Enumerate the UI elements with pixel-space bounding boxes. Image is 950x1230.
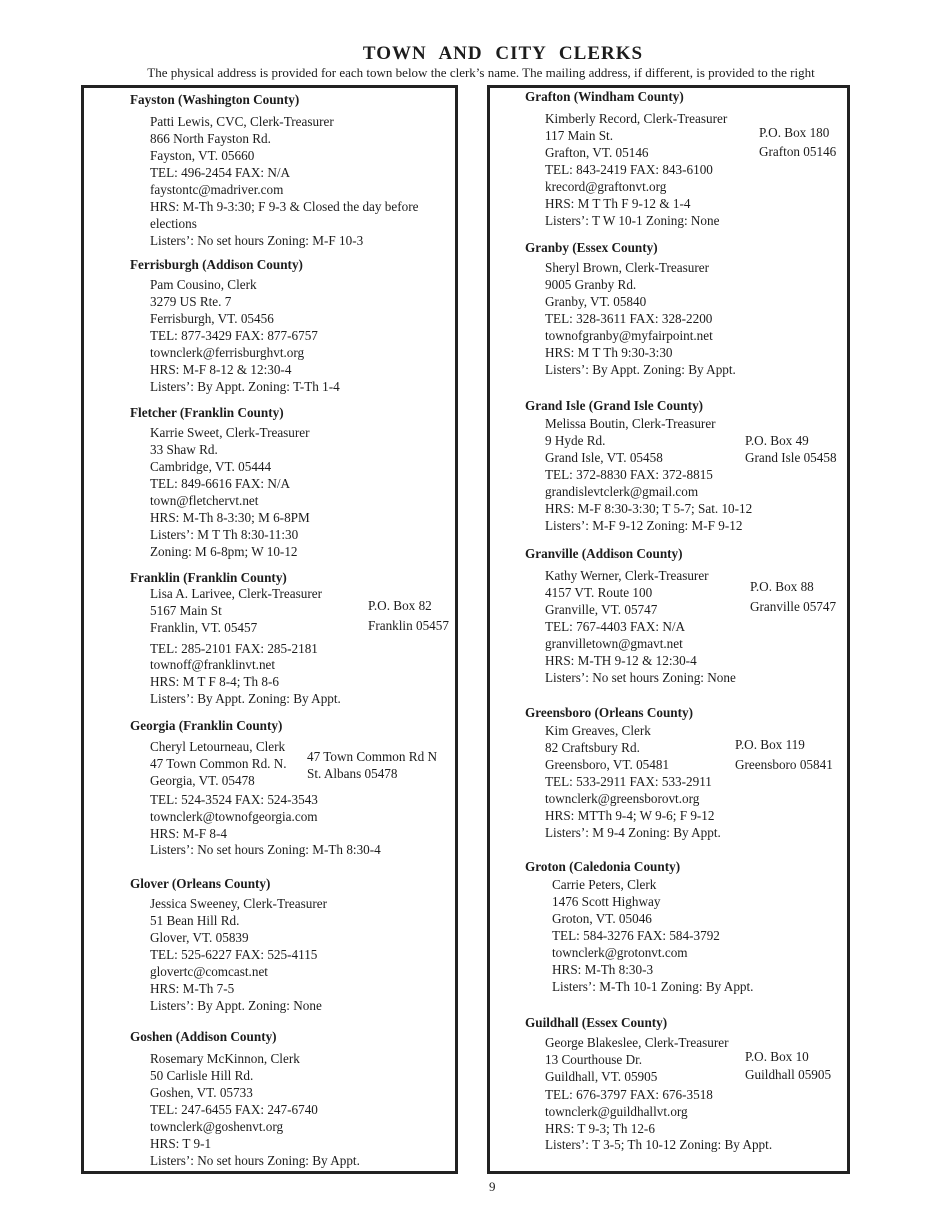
town-heading: Franklin (Franklin County)	[130, 570, 287, 585]
town-entry-granby	[525, 240, 950, 400]
mailing-address-line: Grafton 05146	[759, 144, 837, 159]
town-detail-line: Groton, VT. 05046	[552, 911, 652, 926]
town-email[interactable]: krecord@graftonvt.org	[545, 179, 667, 194]
town-detail-line: Listers’: T W 10-1 Zoning: None	[545, 213, 720, 228]
mailing-address-line: Granville 05747	[750, 599, 837, 614]
town-detail-line: Cheryl Letourneau, Clerk	[150, 739, 286, 754]
town-detail-line: HRS: M T Th F 9-12 & 1-4	[545, 196, 691, 211]
town-heading: Goshen (Addison County)	[130, 1029, 277, 1044]
town-detail-line: Granby, VT. 05840	[545, 294, 647, 309]
town-heading: Glover (Orleans County)	[130, 876, 271, 891]
town-detail-line: Georgia, VT. 05478	[150, 773, 255, 788]
town-detail-line: 47 Town Common Rd. N.	[150, 756, 287, 771]
town-detail-line: TEL: 372-8830 FAX: 372-8815	[545, 467, 713, 482]
town-detail-line: TEL: 524-3524 FAX: 524-3543	[150, 792, 318, 807]
town-detail-line: TEL: 676-3797 FAX: 676-3518	[545, 1087, 713, 1102]
town-detail-line: Ferrisburgh, VT. 05456	[150, 311, 274, 326]
mailing-address-line: P.O. Box 180	[759, 125, 830, 140]
town-detail-line: Kimberly Record, Clerk-Treasurer	[545, 111, 728, 126]
town-detail-line: TEL: 767-4403 FAX: N/A	[545, 619, 686, 634]
town-detail-line: TEL: 496-2454 FAX: N/A	[150, 165, 291, 180]
town-detail-line: 117 Main St.	[545, 128, 614, 143]
mailing-address-line: Grand Isle 05458	[745, 450, 837, 465]
town-detail-line: Rosemary McKinnon, Clerk	[150, 1051, 300, 1066]
town-email[interactable]: townoff@franklinvt.net	[150, 657, 276, 672]
town-detail-line: Guildhall, VT. 05905	[545, 1069, 658, 1084]
town-email[interactable]: faystontc@madriver.com	[150, 182, 284, 197]
town-detail-line: Patti Lewis, CVC, Clerk-Treasurer	[150, 114, 334, 129]
mailing-address-line: P.O. Box 119	[735, 737, 805, 752]
town-detail-line: Listers’: By Appt. Zoning: T-Th 1-4	[150, 379, 340, 394]
town-detail-line: HRS: M-Th 8-3:30; M 6-8PM	[150, 510, 310, 525]
town-heading: Georgia (Franklin County)	[130, 718, 283, 733]
town-detail-line: Listers’: T 3-5; Th 10-12 Zoning: By Appt.	[545, 1137, 773, 1152]
town-detail-line: HRS: M-TH 9-12 & 12:30-4	[545, 653, 697, 668]
town-detail-line: TEL: 877-3429 FAX: 877-6757	[150, 328, 318, 343]
town-entry-guildhall	[525, 1015, 950, 1175]
town-detail-line: TEL: 247-6455 FAX: 247-6740	[150, 1102, 318, 1117]
town-detail-line: TEL: 328-3611 FAX: 328-2200	[545, 311, 713, 326]
town-heading: Fletcher (Franklin County)	[130, 405, 284, 420]
town-detail-line: elections	[150, 216, 197, 231]
town-detail-line: Listers’: By Appt. Zoning: By Appt.	[150, 691, 341, 706]
town-detail-line: HRS: M-F 8:30-3:30; T 5-7; Sat. 10-12	[545, 501, 753, 516]
town-detail-line: Goshen, VT. 05733	[150, 1085, 253, 1100]
town-detail-line: Lisa A. Larivee, Clerk-Treasurer	[150, 586, 322, 601]
town-email[interactable]: granvilletown@gmavt.net	[545, 636, 683, 651]
town-detail-line: HRS: T 9-1	[150, 1136, 212, 1151]
town-detail-line: Listers’: M 9-4 Zoning: By Appt.	[545, 825, 721, 840]
town-detail-line: HRS: M-Th 8:30-3	[552, 962, 654, 977]
town-detail-line: HRS: MTTh 9-4; W 9-6; F 9-12	[545, 808, 715, 823]
mailing-address-line: 47 Town Common Rd N	[307, 749, 437, 764]
town-entry-glover	[130, 876, 590, 1036]
town-detail-line: Pam Cousino, Clerk	[150, 277, 257, 292]
town-detail-line: Sheryl Brown, Clerk-Treasurer	[545, 260, 709, 275]
town-detail-line: Listers’: No set hours Zoning: None	[545, 670, 736, 685]
town-detail-line: Melissa Boutin, Clerk-Treasurer	[545, 416, 716, 431]
page-number: 9	[489, 1179, 496, 1194]
town-heading: Granville (Addison County)	[525, 546, 683, 561]
town-email[interactable]: townclerk@ferrisburghvt.org	[150, 345, 305, 360]
town-email[interactable]: townclerk@greensborovt.org	[545, 791, 700, 806]
town-detail-line: Cambridge, VT. 05444	[150, 459, 272, 474]
town-email[interactable]: town@fletchervt.net	[150, 493, 259, 508]
town-email[interactable]: townofgranby@myfairpoint.net	[545, 328, 713, 343]
town-heading: Granby (Essex County)	[525, 240, 658, 255]
town-detail-line: HRS: M T Th 9:30-3:30	[545, 345, 673, 360]
town-email[interactable]: townclerk@goshenvt.org	[150, 1119, 284, 1134]
town-detail-line: 3279 US Rte. 7	[150, 294, 232, 309]
town-email[interactable]: glovertc@comcast.net	[150, 964, 268, 979]
town-detail-line: Kathy Werner, Clerk-Treasurer	[545, 568, 709, 583]
town-detail-line: TEL: 849-6616 FAX: N/A	[150, 476, 291, 491]
town-entry-georgia	[130, 718, 590, 878]
town-detail-line: 51 Bean Hill Rd.	[150, 913, 240, 928]
town-detail-line: HRS: M T F 8-4; Th 8-6	[150, 674, 279, 689]
town-detail-line: 4157 VT. Route 100	[545, 585, 653, 600]
town-detail-line: Listers’: By Appt. Zoning: By Appt.	[545, 362, 736, 377]
town-heading: Fayston (Washington County)	[130, 92, 300, 107]
town-detail-line: HRS: M-F 8-4	[150, 826, 227, 841]
page-subtitle: The physical address is provided for each town below the clerk’s name. The mailing address, if different, is provided to the right	[147, 65, 815, 80]
town-detail-line: Grand Isle, VT. 05458	[545, 450, 663, 465]
town-heading: Grand Isle (Grand Isle County)	[525, 398, 704, 413]
town-detail-line: Listers’: No set hours Zoning: M-Th 8:30-4	[150, 842, 381, 857]
town-entry-goshen	[130, 1029, 590, 1189]
town-detail-line: Carrie Peters, Clerk	[552, 877, 657, 892]
town-detail-line: 82 Craftsbury Rd.	[545, 740, 640, 755]
town-entry-grafton	[525, 89, 950, 249]
town-detail-line: TEL: 843-2419 FAX: 843-6100	[545, 162, 713, 177]
town-detail-line: Listers’: By Appt. Zoning: None	[150, 998, 322, 1013]
town-detail-line: 1476 Scott Highway	[552, 894, 661, 909]
mailing-address-line: St. Albans 05478	[307, 766, 398, 781]
town-detail-line: TEL: 525-6227 FAX: 525-4115	[150, 947, 318, 962]
town-email[interactable]: townclerk@townofgeorgia.com	[150, 809, 318, 824]
town-detail-line: HRS: T 9-3; Th 12-6	[545, 1121, 655, 1136]
mailing-address-line: Greensboro 05841	[735, 757, 833, 772]
town-detail-line: George Blakeslee, Clerk-Treasurer	[545, 1035, 729, 1050]
town-detail-line: Greensboro, VT. 05481	[545, 757, 670, 772]
mailing-address-line: Franklin 05457	[368, 618, 449, 633]
town-detail-line: 9005 Granby Rd.	[545, 277, 637, 292]
town-detail-line: Granville, VT. 05747	[545, 602, 658, 617]
town-detail-line: Fayston, VT. 05660	[150, 148, 255, 163]
town-detail-line: Jessica Sweeney, Clerk-Treasurer	[150, 896, 327, 911]
town-detail-line: TEL: 584-3276 FAX: 584-3792	[552, 928, 720, 943]
town-detail-line: TEL: 533-2911 FAX: 533-2911	[545, 774, 712, 789]
mailing-address-line: P.O. Box 10	[745, 1049, 809, 1064]
town-detail-line: Karrie Sweet, Clerk-Treasurer	[150, 425, 310, 440]
town-heading: Guildhall (Essex County)	[525, 1015, 668, 1030]
town-detail-line: Grafton, VT. 05146	[545, 145, 649, 160]
town-detail-line: HRS: M-F 8-12 & 12:30-4	[150, 362, 292, 377]
town-detail-line: Franklin, VT. 05457	[150, 620, 258, 635]
town-detail-line: 50 Carlisle Hill Rd.	[150, 1068, 254, 1083]
town-detail-line: 13 Courthouse Dr.	[545, 1052, 643, 1067]
mailing-address-line: Guildhall 05905	[745, 1067, 832, 1082]
town-detail-line: Zoning: M 6-8pm; W 10-12	[150, 544, 298, 559]
town-email[interactable]: townclerk@grotonvt.com	[552, 945, 688, 960]
town-detail-line: TEL: 285-2101 FAX: 285-2181	[150, 641, 318, 656]
town-heading: Groton (Caledonia County)	[525, 859, 681, 874]
town-email[interactable]: grandislevtclerk@gmail.com	[545, 484, 699, 499]
town-email[interactable]: townclerk@guildhallvt.org	[545, 1104, 688, 1119]
town-entry-greensboro	[525, 705, 950, 865]
town-entry-granville	[525, 546, 950, 706]
town-detail-line: HRS: M-Th 7-5	[150, 981, 235, 996]
town-detail-line: Listers’: M T Th 8:30-11:30	[150, 527, 299, 542]
town-detail-line: 33 Shaw Rd.	[150, 442, 218, 457]
page-title: TOWN AND CITY CLERKS	[362, 43, 644, 64]
town-detail-line: Glover, VT. 05839	[150, 930, 249, 945]
town-entry-fletcher	[130, 405, 590, 565]
mailing-address-line: P.O. Box 49	[745, 433, 809, 448]
town-detail-line: HRS: M-Th 9-3:30; F 9-3 & Closed the day before	[150, 199, 419, 214]
mailing-address-line: P.O. Box 88	[750, 579, 814, 594]
town-detail-line: Listers’: M-Th 10-1 Zoning: By Appt.	[552, 979, 754, 994]
town-detail-line: 9 Hyde Rd.	[545, 433, 606, 448]
town-detail-line: Kim Greaves, Clerk	[545, 723, 651, 738]
town-heading: Grafton (Windham County)	[525, 89, 684, 104]
town-entry-ferrisburgh	[130, 257, 590, 417]
mailing-address-line: P.O. Box 82	[368, 598, 432, 613]
town-heading: Ferrisburgh (Addison County)	[130, 257, 303, 272]
town-detail-line: Listers’: M-F 9-12 Zoning: M-F 9-12	[545, 518, 743, 533]
town-entry-franklin	[130, 570, 590, 730]
town-entry-groton	[525, 859, 950, 1019]
town-entry-grand	[525, 398, 950, 558]
town-detail-line: 5167 Main St	[150, 603, 222, 618]
town-detail-line: 866 North Fayston Rd.	[150, 131, 271, 146]
town-detail-line: Listers’: No set hours Zoning: By Appt.	[150, 1153, 360, 1168]
town-detail-line: Listers’: No set hours Zoning: M-F 10-3	[150, 233, 364, 248]
town-heading: Greensboro (Orleans County)	[525, 705, 694, 720]
town-entry-fayston	[130, 92, 590, 252]
